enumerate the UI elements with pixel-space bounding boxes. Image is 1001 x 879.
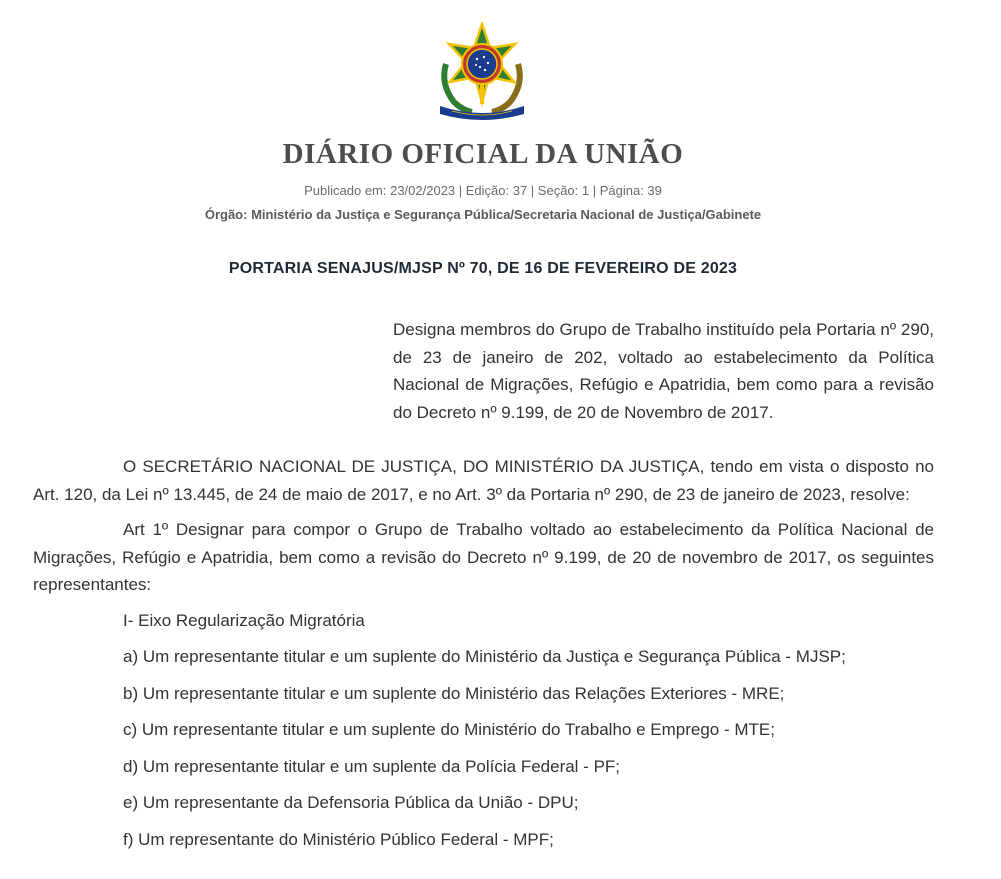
list-item: f) Um representante do Ministério Público Federal - MPF; bbox=[123, 829, 554, 849]
list-item: c) Um representante titular e um suplente do Ministério do Trabalho e Emprego - MTE; bbox=[123, 720, 775, 739]
masthead-title: DIÁRIO OFICIAL DA UNIÃO bbox=[282, 138, 684, 170]
orgao-line: Órgão: Ministério da Justiça e Segurança Pública/Secretaria Nacional de Justiça/Gabinete bbox=[204, 207, 762, 222]
brazil-coat-of-arms-icon bbox=[432, 22, 532, 122]
ementa-paragraph: Designa membros do Grupo de Trabalho instituído pela Portaria nº 290, de 23 de janeiro de 202, voltado ao estabelecimento da Política Nacional de Migrações, Refúgio e Apatridia, bem como para a revisão do Decreto nº 9.199, de 20 de Novembro de 2017. bbox=[393, 320, 934, 422]
document-body bbox=[33, 453, 934, 862]
list-item: a) Um representante titular e um suplente do Ministério da Justiça e Segurança Pública - MJSP; bbox=[123, 647, 846, 666]
list-item: d) Um representante titular e um suplente da Polícia Federal - PF; bbox=[123, 756, 621, 776]
representatives-list bbox=[33, 607, 934, 853]
publication-meta: Publicado em: 23/02/2023 | Edição: 37 | Seção: 1 | Página: 39 bbox=[304, 183, 662, 198]
preamble-paragraph: O SECRETÁRIO NACIONAL DE JUSTIÇA, DO MINISTÉRIO DA JUSTIÇA, tendo em vista o disposto no Art. 120, da Lei nº 13.445, de 24 de maio de 2017, e no Art. 3º da Portaria nº 290, de 23 de janeiro de 2023, resolve: bbox=[33, 457, 934, 504]
article-1-paragraph: Art 1º Designar para compor o Grupo de Trabalho voltado ao estabelecimento da Política Nacional de Migrações, Refúgio e Apatridia, bem como a revisão do Decreto nº 9.199, de 20 de novembro de 2017, os seguintes representantes: bbox=[33, 520, 934, 594]
list-item-axis-heading: I- Eixo Regularização Migratória bbox=[123, 610, 365, 630]
list-item: b) Um representante titular e um suplente do Ministério das Relações Exteriores - MRE; bbox=[123, 683, 785, 703]
list-item: e) Um representante da Defensoria Pública da União - DPU; bbox=[123, 793, 579, 812]
portaria-title: PORTARIA SENAJUS/MJSP Nº 70, DE 16 DE FEVEREIRO DE 2023 bbox=[228, 260, 738, 277]
